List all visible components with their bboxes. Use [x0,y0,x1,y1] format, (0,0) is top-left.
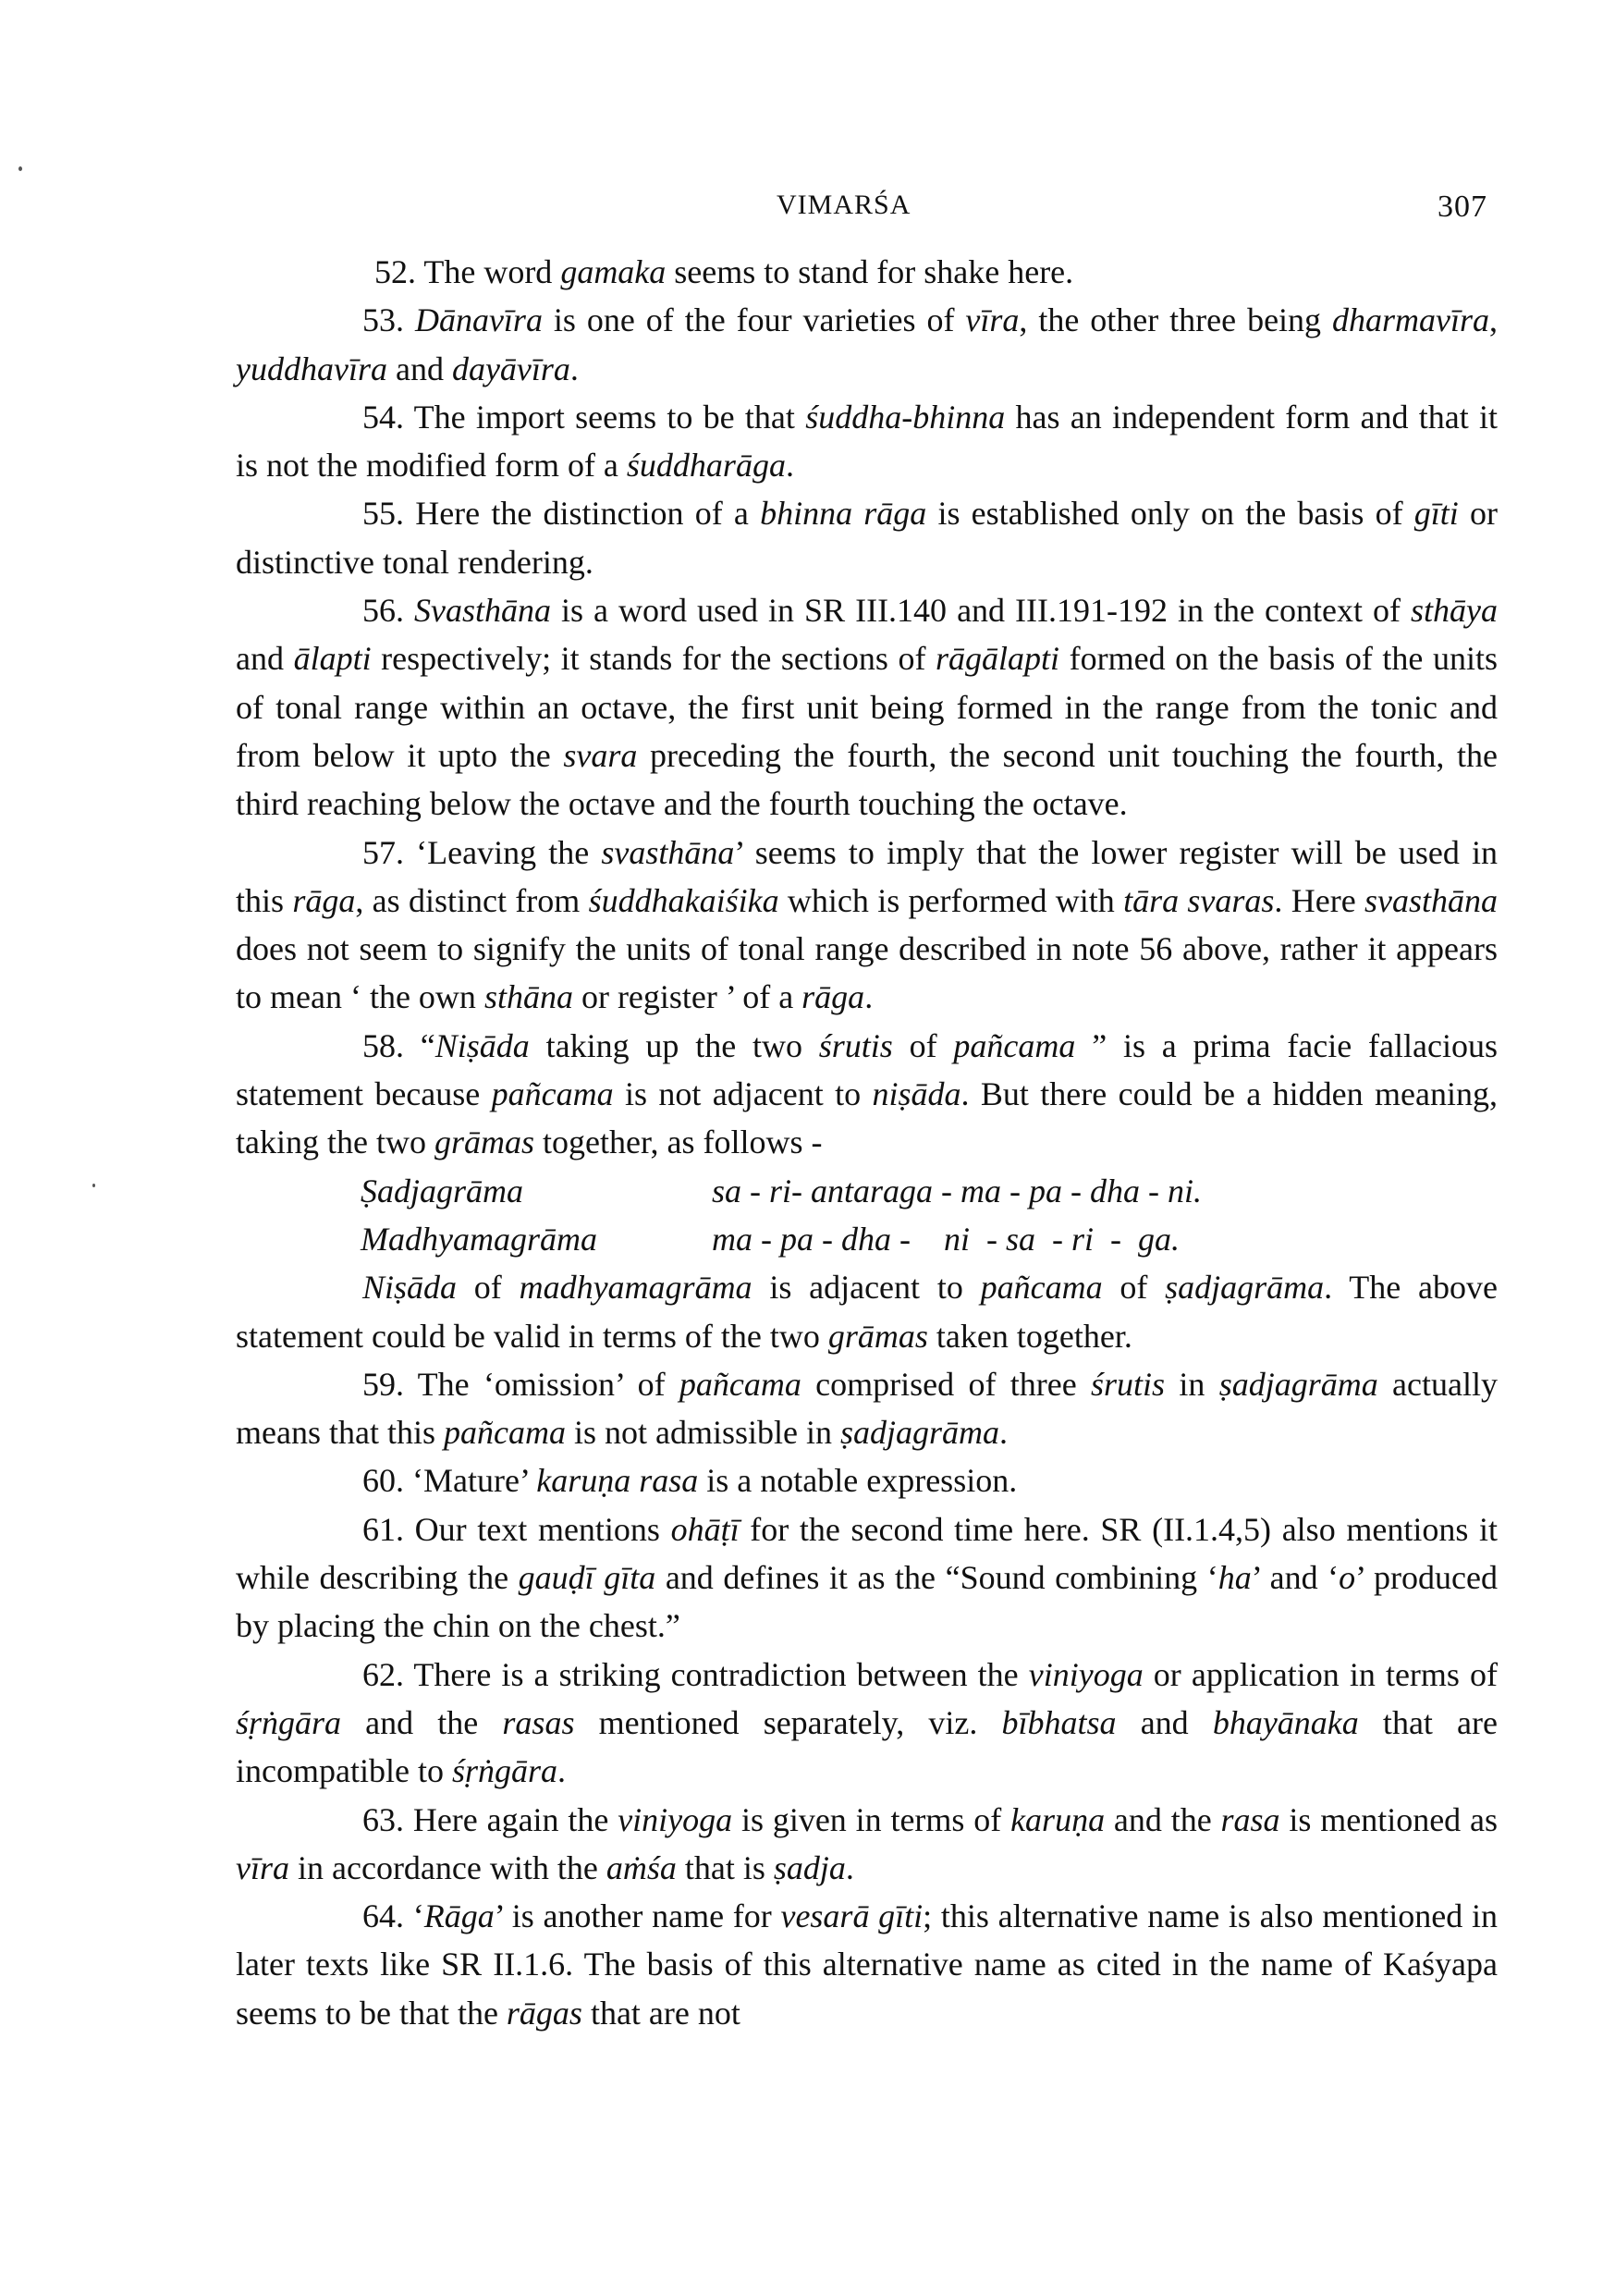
note-text: 62. There is a striking contradiction between the [362,1655,1029,1693]
italic-term: grāmas [434,1123,534,1161]
italic-term: rāga [801,978,865,1016]
grama-name: Ṣadjagrāma [361,1172,524,1209]
italic-term: niṣāda [872,1075,961,1113]
italic-term: rāgas [506,1994,582,2032]
italic-term: rāgālapti [936,640,1060,678]
note-text: . [785,447,794,485]
italic-term: ha [1217,1559,1252,1597]
note-62 [236,1651,1498,1796]
note-63 [236,1796,1498,1893]
note-text: ; this alternative name is also mentioned in later texts like SR II.1.6. The basis of this alternative name as cited in the name of Kaśyapa seems to be that the [236,1897,1498,2032]
note-text: and the [1105,1800,1221,1838]
note-text: which is performed with [778,881,1124,919]
italic-term: sthāya [1411,592,1499,630]
italic-term: ālapti [293,640,372,678]
italic-term: gauḍī gīta [518,1559,656,1597]
note-53 [236,296,1498,393]
note-text: or application in terms of [1143,1655,1498,1693]
note-text: preceding the fourth, the second unit touching the fourth, the third reaching below the octave and the fourth touching the octave. [236,736,1498,823]
note-64 [236,1892,1498,2037]
note-text: ’ is another name for [494,1897,781,1935]
note-text: is given in terms of [732,1800,1011,1838]
italic-term: pañcama [443,1414,566,1452]
note-58 [236,1022,1498,1167]
note-text: 63. Here again the [362,1800,618,1838]
note-text: that are not [581,1994,740,2032]
italic-term: karuṇa [1010,1800,1106,1838]
italic-term: ohāṭī [670,1510,740,1548]
note-text: . [864,978,874,1016]
italic-term: śṛṅgāra [236,1703,342,1741]
italic-term: yuddhavīra [236,350,387,387]
note-text: taking up the two [529,1026,819,1064]
note-text: . [998,1414,1008,1452]
italic-term: o [1339,1559,1356,1597]
scan-speck [18,166,22,171]
notes-list-continued [236,1263,1498,2037]
note-text: . The above statement could be valid in terms of the two [236,1269,1498,1355]
italic-term: Svasthāna [414,592,552,630]
note-text: is a notable expression. [698,1462,1018,1500]
italic-term: rasas [502,1703,575,1741]
note-text: for the second time here. SR (II.1.4,5) also mentions it while describing the [236,1510,1498,1597]
grama-row [236,1215,1498,1263]
italic-term: svasthāna [601,833,735,871]
note-text: seems to stand for shake here. [666,253,1074,290]
note-60 [236,1456,1498,1504]
note-text: 54. The import seems to be that [362,398,806,436]
note-52 [236,248,1498,296]
italic-term: Rāga [423,1897,495,1935]
italic-term: viniyoga [1028,1655,1144,1693]
note-text: ” is a prima facie fallacious statement because [236,1026,1498,1113]
note-text: . Here [1274,881,1364,919]
italic-term: gīti [1413,495,1459,533]
note-text: is adjacent to [752,1269,981,1307]
italic-term: gamaka [560,253,667,290]
italic-term: ṣadjagrāma [1165,1269,1325,1307]
note-text: taken together. [927,1317,1132,1355]
note-57 [236,829,1498,1022]
note-text: , as distinct from [355,881,589,919]
running-head [0,190,1615,236]
italic-term: Niṣāda [434,1026,530,1064]
note-text: of [457,1269,520,1307]
note-text: is established only on the basis of [926,495,1414,533]
italic-term: vīra [965,301,1020,339]
note-text: . [557,1752,566,1790]
note-text: 52. The word [374,253,561,290]
note-text: , the other three being [1019,301,1332,339]
note-text: and [1116,1703,1213,1741]
note-text: is one of the four varieties of [542,301,966,339]
grama-example [236,1167,1498,1264]
italic-term: śrutis [1091,1365,1166,1403]
note-text: . [569,350,579,387]
note-text: or register ’ of a [572,978,802,1016]
italic-term: rasa [1220,1800,1280,1838]
note-56 [236,586,1498,828]
italic-term: aṁśa [606,1848,677,1886]
note-text: that are incompatible to [236,1703,1499,1790]
note-text: and [386,350,452,387]
svara-sequence: ma - pa - dha - ni - sa - ri - ga. [712,1220,1180,1258]
italic-term: vīra [236,1848,289,1886]
italic-term: grāmas [827,1317,928,1355]
note-text: 53. [362,301,415,339]
note-text: , [1489,301,1498,339]
note-61 [236,1505,1498,1651]
note-text: of [1102,1269,1166,1307]
note-text: in accordance with the [289,1848,606,1886]
note-text: formed on the basis of the units of tonal range within an octave, the first unit being formed in the range from the tonic and from below it upto the [236,640,1498,774]
italic-term: ṣadjagrāma [1218,1365,1378,1403]
svara-sequence: sa - ri- antaraga - ma - pa - dha - ni. [712,1172,1202,1209]
italic-term: bībhatsa [1001,1703,1117,1741]
note-59 [236,1360,1498,1457]
note-text: or distinctive tonal rendering. [236,495,1498,581]
italic-term: śuddha-bhinna [805,398,1006,436]
note-text: 64. ‘ [362,1897,424,1935]
italic-term: ṣadjagrāma [839,1414,999,1452]
note-text: is a word used in SR III.140 and III.191-192 in the context of [551,592,1412,630]
notes-body [236,248,1498,2037]
note-text: 61. Our text mentions [362,1510,671,1548]
note-text: ’ and ‘ [1251,1559,1340,1597]
note-text: . But there could be a hidden meaning, taking the two [236,1075,1498,1161]
note-text: 60. ‘Mature’ [362,1462,537,1500]
note-text: ’ produced by placing the chin on the chest.” [236,1559,1499,1645]
italic-term: pañcama [980,1269,1103,1307]
italic-term: viniyoga [618,1800,733,1838]
grama-row [236,1167,1498,1215]
note-text: 58. “ [362,1026,435,1064]
grama-name: Madhyamagrāma [361,1220,597,1258]
note-text: respectively; it stands for the sections of [371,640,936,678]
note-text: and defines it as the “Sound combining ‘ [655,1559,1218,1597]
note-text: of [892,1026,954,1064]
italic-term: dayāvīra [451,350,570,387]
italic-term: rāga [292,881,356,919]
note-text: together, as follows - [534,1123,823,1161]
italic-term: bhinna rāga [760,495,927,533]
italic-term: Niṣāda [362,1269,458,1307]
notes-list [236,248,1498,1167]
note-text: and the [341,1703,503,1741]
note-text: that is [676,1848,774,1886]
italic-term: vesarā gīti [780,1897,924,1935]
note-text: 55. Here the distinction of a [362,495,761,533]
italic-term: bhayānaka [1212,1703,1359,1741]
italic-term: karuṇa rasa [536,1462,699,1500]
note-54 [236,393,1498,490]
italic-term: dharmavīra [1332,301,1489,339]
italic-term: Dānavīra [414,301,543,339]
italic-term: śrutis [818,1026,893,1064]
italic-term: pañcama [953,1026,1076,1064]
note-text: comprised of three [801,1365,1092,1403]
note-text: 59. The ‘omission’ of [362,1365,679,1403]
italic-term: śuddharāga [626,447,786,485]
note-55 [236,489,1498,586]
italic-term: śṛṅgāra [451,1752,557,1790]
italic-term: śuddhakaiśika [588,881,779,919]
running-title: VIMARŚA [777,190,911,220]
note-text: actually means that this [236,1365,1498,1452]
note-text: and [236,640,294,678]
italic-term: svara [563,736,638,774]
page-number: 307 [1438,190,1487,224]
note-58-cont [236,1263,1498,1360]
italic-term: ṣadja [773,1848,846,1886]
scan-speck [92,1184,95,1187]
italic-term: sthāna [483,978,573,1016]
italic-term: madhyamagrāma [519,1269,752,1307]
note-text: 56. [362,592,415,630]
note-text: is mentioned as [1279,1800,1498,1838]
note-text: 57. ‘Leaving the [362,833,602,871]
note-text: has an independent form and that it is not the modified form of a [236,398,1498,485]
note-text: is not adjacent to [613,1075,873,1113]
italic-term: svasthāna [1364,881,1498,919]
note-text: mentioned separately, viz. [574,1703,1002,1741]
italic-term: pañcama [679,1365,801,1403]
note-text: . [845,1848,854,1886]
note-text: does not seem to signify the units of tonal range described in note 56 above, rather it appears to mean ‘ the own [236,930,1498,1016]
note-text: ’ seems to imply that the lower register will be used in this [236,833,1499,919]
italic-term: tāra svaras [1123,881,1275,919]
italic-term: pañcama [491,1075,614,1113]
note-text: is not admissible in [565,1414,840,1452]
note-text: in [1165,1365,1219,1403]
